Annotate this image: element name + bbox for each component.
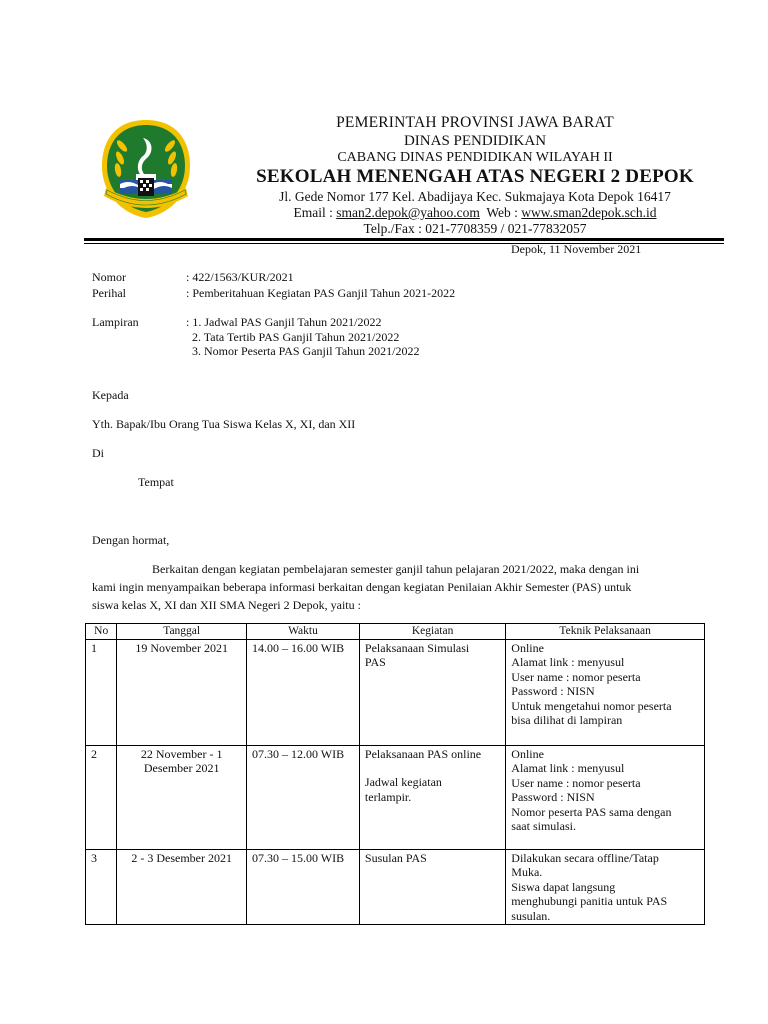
kegiatan-line: PAS [364, 655, 386, 669]
table-row [86, 639, 705, 745]
tanggal-line: 22 November - 1 [140, 746, 223, 761]
schedule-table [85, 623, 705, 925]
teknik-line: saat simulasi. [511, 819, 576, 833]
letterhead-branch: CABANG DINAS PENDIDIKAN WILAYAH II [337, 150, 613, 165]
table-header-row [86, 624, 705, 640]
lampiran-label: Lampiran [92, 315, 139, 329]
recipient-name: Yth. Bapak/Ibu Orang Tua Siswa Kelas X, XI, dan XII [92, 417, 356, 431]
jawa-barat-emblem-logo [98, 118, 194, 220]
row-kegiatan: Susulan PAS [359, 849, 505, 925]
kegiatan-line: Jadwal kegiatan [364, 775, 442, 789]
row-teknik [506, 639, 705, 745]
lampiran-item: : 1. Jadwal PAS Ganjil Tahun 2021/2022 [186, 315, 382, 329]
header-tanggal: Tanggal [117, 624, 247, 640]
paragraph-line: kami ingin menyampaikan beberapa informasi berkaitan dengan kegiatan Penilaian Akhir Semester (PAS) untuk [92, 580, 632, 594]
header-kegiatan: Kegiatan [359, 624, 505, 640]
teknik-line: menghubungi panitia untuk PAS [511, 894, 668, 908]
teknik-line: Siswa dapat langsung [511, 879, 616, 894]
teknik-line: Dilakukan secara offline/Tatap [511, 850, 659, 865]
recipient-place: Tempat [138, 475, 174, 489]
lampiran-item: 3. Nomor Peserta PAS Ganjil Tahun 2021/2022 [192, 344, 420, 358]
letterhead-department: DINAS PENDIDIKAN [403, 133, 547, 149]
nomor-label: Nomor [92, 270, 126, 284]
teknik-line: bisa dilihat di lampiran [511, 713, 623, 727]
letter-date: Depok, 11 November 2021 [511, 242, 642, 256]
row-no: 2 [86, 745, 117, 849]
row-teknik [506, 849, 705, 925]
teknik-line: Nomor peserta PAS sama dengan [511, 804, 672, 819]
kegiatan-line: Pelaksanaan Simulasi [364, 640, 470, 655]
header-no: No [86, 624, 117, 640]
letterhead-address: Jl. Gede Nomor 177 Kel. Abadijaya Kec. Sukmajaya Kota Depok 16417 [279, 189, 671, 204]
teknik-line: Alamat link : menyusul [511, 655, 625, 669]
teknik-line: Muka. [511, 865, 543, 879]
row-teknik [506, 745, 705, 849]
email-link[interactable]: sman2.depok@yahoo.com [336, 205, 480, 220]
letterhead-contact [232, 205, 718, 221]
header-waktu: Waktu [247, 624, 360, 640]
teknik-line: Password : NISN [511, 684, 595, 698]
row-no: 3 [86, 849, 117, 925]
letterhead-province: PEMERINTAH PROVINSI JAWA BARAT [336, 114, 614, 131]
salutation: Dengan hormat, [92, 533, 170, 547]
teknik-line: Alamat link : menyusul [511, 761, 625, 775]
teknik-line: User name : nomor peserta [511, 669, 641, 684]
letterhead-divider-thick [84, 238, 724, 241]
table-row [86, 745, 705, 849]
teknik-line: susulan. [511, 908, 551, 923]
paragraph-line: Berkaitan dengan kegiatan pembelajaran semester ganjil tahun pelajaran 2021/2022, maka dengan ini [152, 562, 640, 576]
row-waktu: 14.00 – 16.00 WIB [247, 639, 360, 745]
web-label: Web : [479, 205, 522, 220]
teknik-line: Online [511, 746, 544, 761]
table-row [86, 849, 705, 925]
tanggal-line: Desember 2021 [143, 761, 220, 775]
kegiatan-line: Pelaksanaan PAS online [364, 746, 482, 761]
row-tanggal: 2 - 3 Desember 2021 [117, 849, 247, 925]
nomor-value: : 422/1563/KUR/2021 [186, 270, 294, 284]
recipient-kepada: Kepada [92, 388, 129, 402]
header-teknik: Teknik Pelaksanaan [506, 624, 705, 640]
row-waktu: 07.30 – 15.00 WIB [247, 849, 360, 925]
web-link[interactable]: www.sman2depok.sch.id [521, 205, 657, 220]
row-kegiatan [359, 639, 505, 745]
perihal-label: Perihal [92, 286, 126, 300]
row-tanggal [117, 745, 247, 849]
kegiatan-spacer [365, 761, 500, 775]
row-no: 1 [86, 639, 117, 745]
row-kegiatan [359, 745, 505, 849]
lampiran-item: 2. Tata Tertib PAS Ganjil Tahun 2021/2022 [192, 330, 400, 344]
email-label: Email : [293, 205, 337, 220]
paragraph-line: siswa kelas X, XI dan XII SMA Negeri 2 Depok, yaitu : [92, 598, 361, 612]
letterhead-school-name: SEKOLAH MENENGAH ATAS NEGERI 2 DEPOK [256, 166, 694, 187]
teknik-line: Password : NISN [511, 790, 595, 804]
teknik-line: Untuk mengetahui nomor peserta [511, 698, 672, 713]
kegiatan-line: terlampir. [364, 789, 412, 804]
row-tanggal: 19 November 2021 [117, 639, 247, 745]
row-waktu: 07.30 – 12.00 WIB [247, 745, 360, 849]
recipient-di: Di [92, 446, 104, 460]
teknik-line: Online [511, 640, 544, 655]
letterhead-phone: Telp./Fax : 021-7708359 / 021-77832057 [363, 221, 587, 236]
perihal-value: : Pemberitahuan Kegiatan PAS Ganjil Tahun 2021-2022 [186, 286, 456, 300]
teknik-line: User name : nomor peserta [511, 775, 641, 790]
